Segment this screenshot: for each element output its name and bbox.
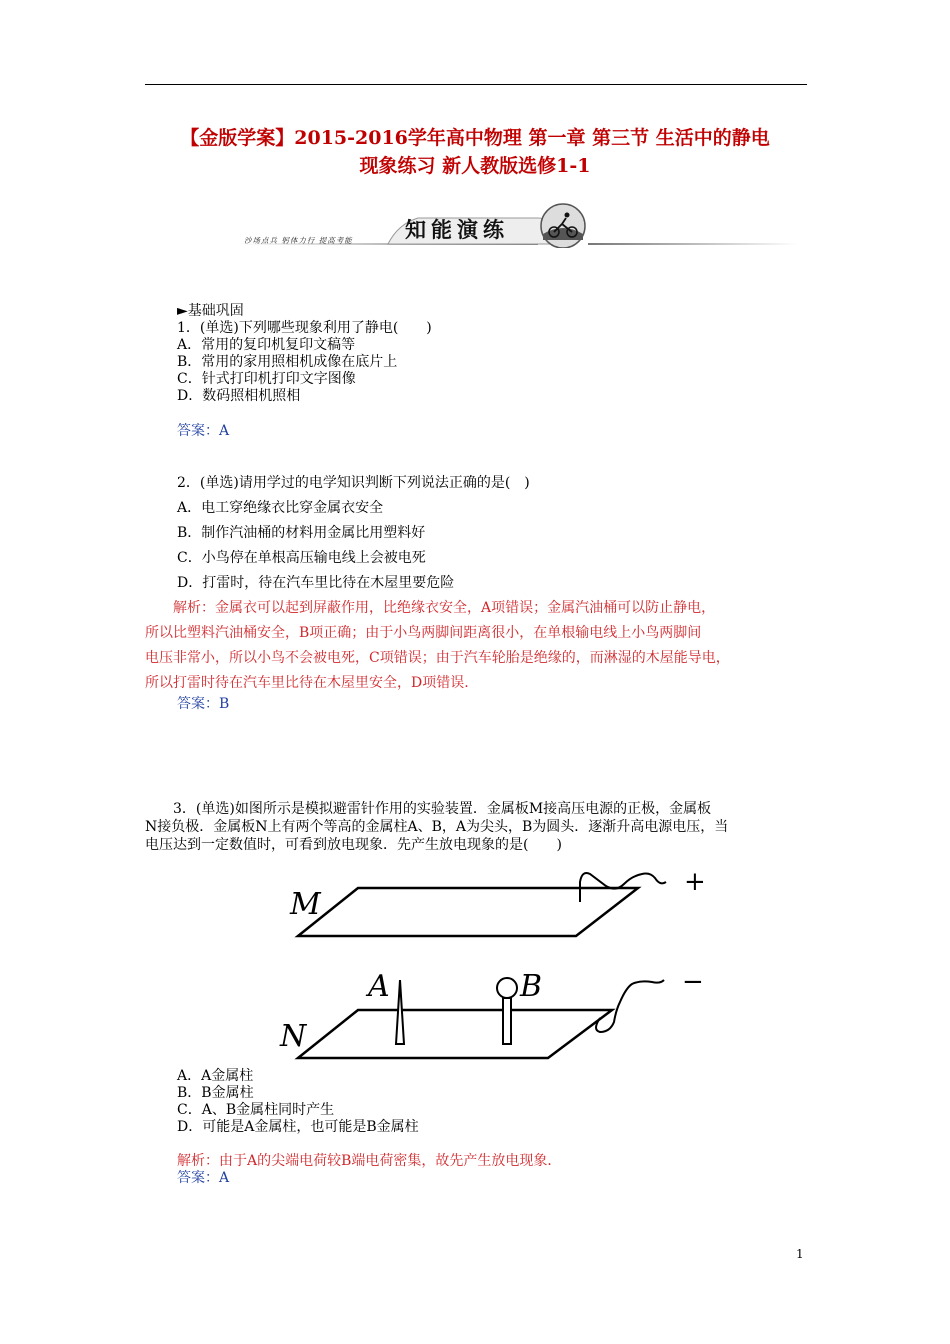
- q1-option-c: C．针式打印机打印文字图像: [177, 371, 356, 387]
- q2-explanation-line: 电压非常小，所以小鸟不会被电死，C项错误；由于汽车轮胎是绝缘的，而淋湿的木屋能导电，: [145, 650, 730, 666]
- banner-heading: 知能演练: [405, 217, 509, 242]
- q3-answer: 答案：A: [177, 1170, 230, 1186]
- plate-n: [298, 1010, 612, 1058]
- q2-option-d: D．打雷时，待在汽车里比待在木屋里要危险: [177, 575, 455, 591]
- q1-stem: 1．(单选)下列哪些现象利用了静电( ): [177, 320, 432, 336]
- q3-stem: [145, 800, 728, 854]
- q1-option-a: A．常用的复印机复印文稿等: [177, 337, 356, 353]
- q3-stem-line: 电压达到一定数值时，可看到放电现象．先产生放电现象的是( ): [145, 837, 562, 853]
- q2-option-a: A．电工穿绝缘衣比穿金属衣安全: [177, 500, 384, 516]
- q1-answer: 答案：A: [177, 423, 230, 439]
- rod-b-ball: [497, 978, 517, 998]
- document-title: [120, 124, 830, 180]
- q2-explanation-line: 所以打雷时待在汽车里比待在木屋里安全，D项错误.: [145, 675, 469, 691]
- header-rule: [145, 84, 807, 85]
- label-b: B: [520, 969, 543, 1004]
- banner-slogan: 沙场点兵 躬体力行 提高考能: [244, 236, 353, 245]
- q2-answer: 答案：B: [177, 696, 230, 712]
- q2-option-c: C．小鸟停在单根高压输电线上会被电死: [177, 550, 426, 566]
- q2-stem: 2．(单选)请用学过的电学知识判断下列说法正确的是( ): [177, 475, 530, 491]
- page-number: 1: [796, 1247, 804, 1261]
- lightning-rod-diagram: [270, 860, 720, 1070]
- cyclist-icon: [541, 204, 585, 248]
- title-line-1: 【金版学案】2015-2016学年高中物理 第一章 第三节 生活中的静电: [180, 127, 770, 149]
- negative-wire: [596, 980, 664, 1032]
- q3-stem-line: N接负极．金属板N上有两个等高的金属柱A、B，A为尖头，B为圆头．逐渐升高电源电压，当: [145, 819, 729, 835]
- negative-terminal: −: [682, 967, 704, 997]
- label-a: A: [368, 969, 390, 1004]
- q2-option-b: B．制作汽油桶的材料用金属比用塑料好: [177, 525, 426, 541]
- q3-stem-line: 3．(单选)如图所示是模拟避雷针作用的实验装置．金属板M接高压电源的正极，金属板: [145, 801, 712, 817]
- q1-option-d: D．数码照相机照相: [177, 388, 301, 404]
- q2-explanation: [145, 596, 817, 696]
- label-m: M: [290, 887, 321, 922]
- q3-explanation: 解析：由于A的尖端电荷较B端电荷密集，故先产生放电现象．: [177, 1153, 562, 1169]
- label-n: N: [280, 1019, 307, 1054]
- positive-terminal: +: [684, 867, 706, 897]
- rod-b: [503, 998, 511, 1044]
- section-heading: ►基础巩固: [177, 303, 244, 319]
- plate-m: [298, 888, 638, 936]
- q3-option-b: B．B金属柱: [177, 1085, 254, 1101]
- q3-option-d: D．可能是A金属柱，也可能是B金属柱: [177, 1119, 419, 1135]
- q2-explanation-line: 解析：金属衣可以起到屏蔽作用，比绝缘衣安全，A项错误；金属汽油桶可以防止静电，: [145, 600, 716, 616]
- rod-a: [396, 980, 404, 1044]
- q2-explanation-line: 所以比塑料汽油桶安全，B项正确；由于小鸟两脚间距离很小，在单根输电线上小鸟两脚间: [145, 625, 702, 641]
- q3-option-c: C．A、B金属柱同时产生: [177, 1102, 335, 1118]
- q1-option-b: B．常用的家用照相机成像在底片上: [177, 354, 398, 370]
- title-line-2: 现象练习 新人教版选修1-1: [359, 155, 591, 177]
- q3-option-a: A．A金属柱: [177, 1068, 254, 1084]
